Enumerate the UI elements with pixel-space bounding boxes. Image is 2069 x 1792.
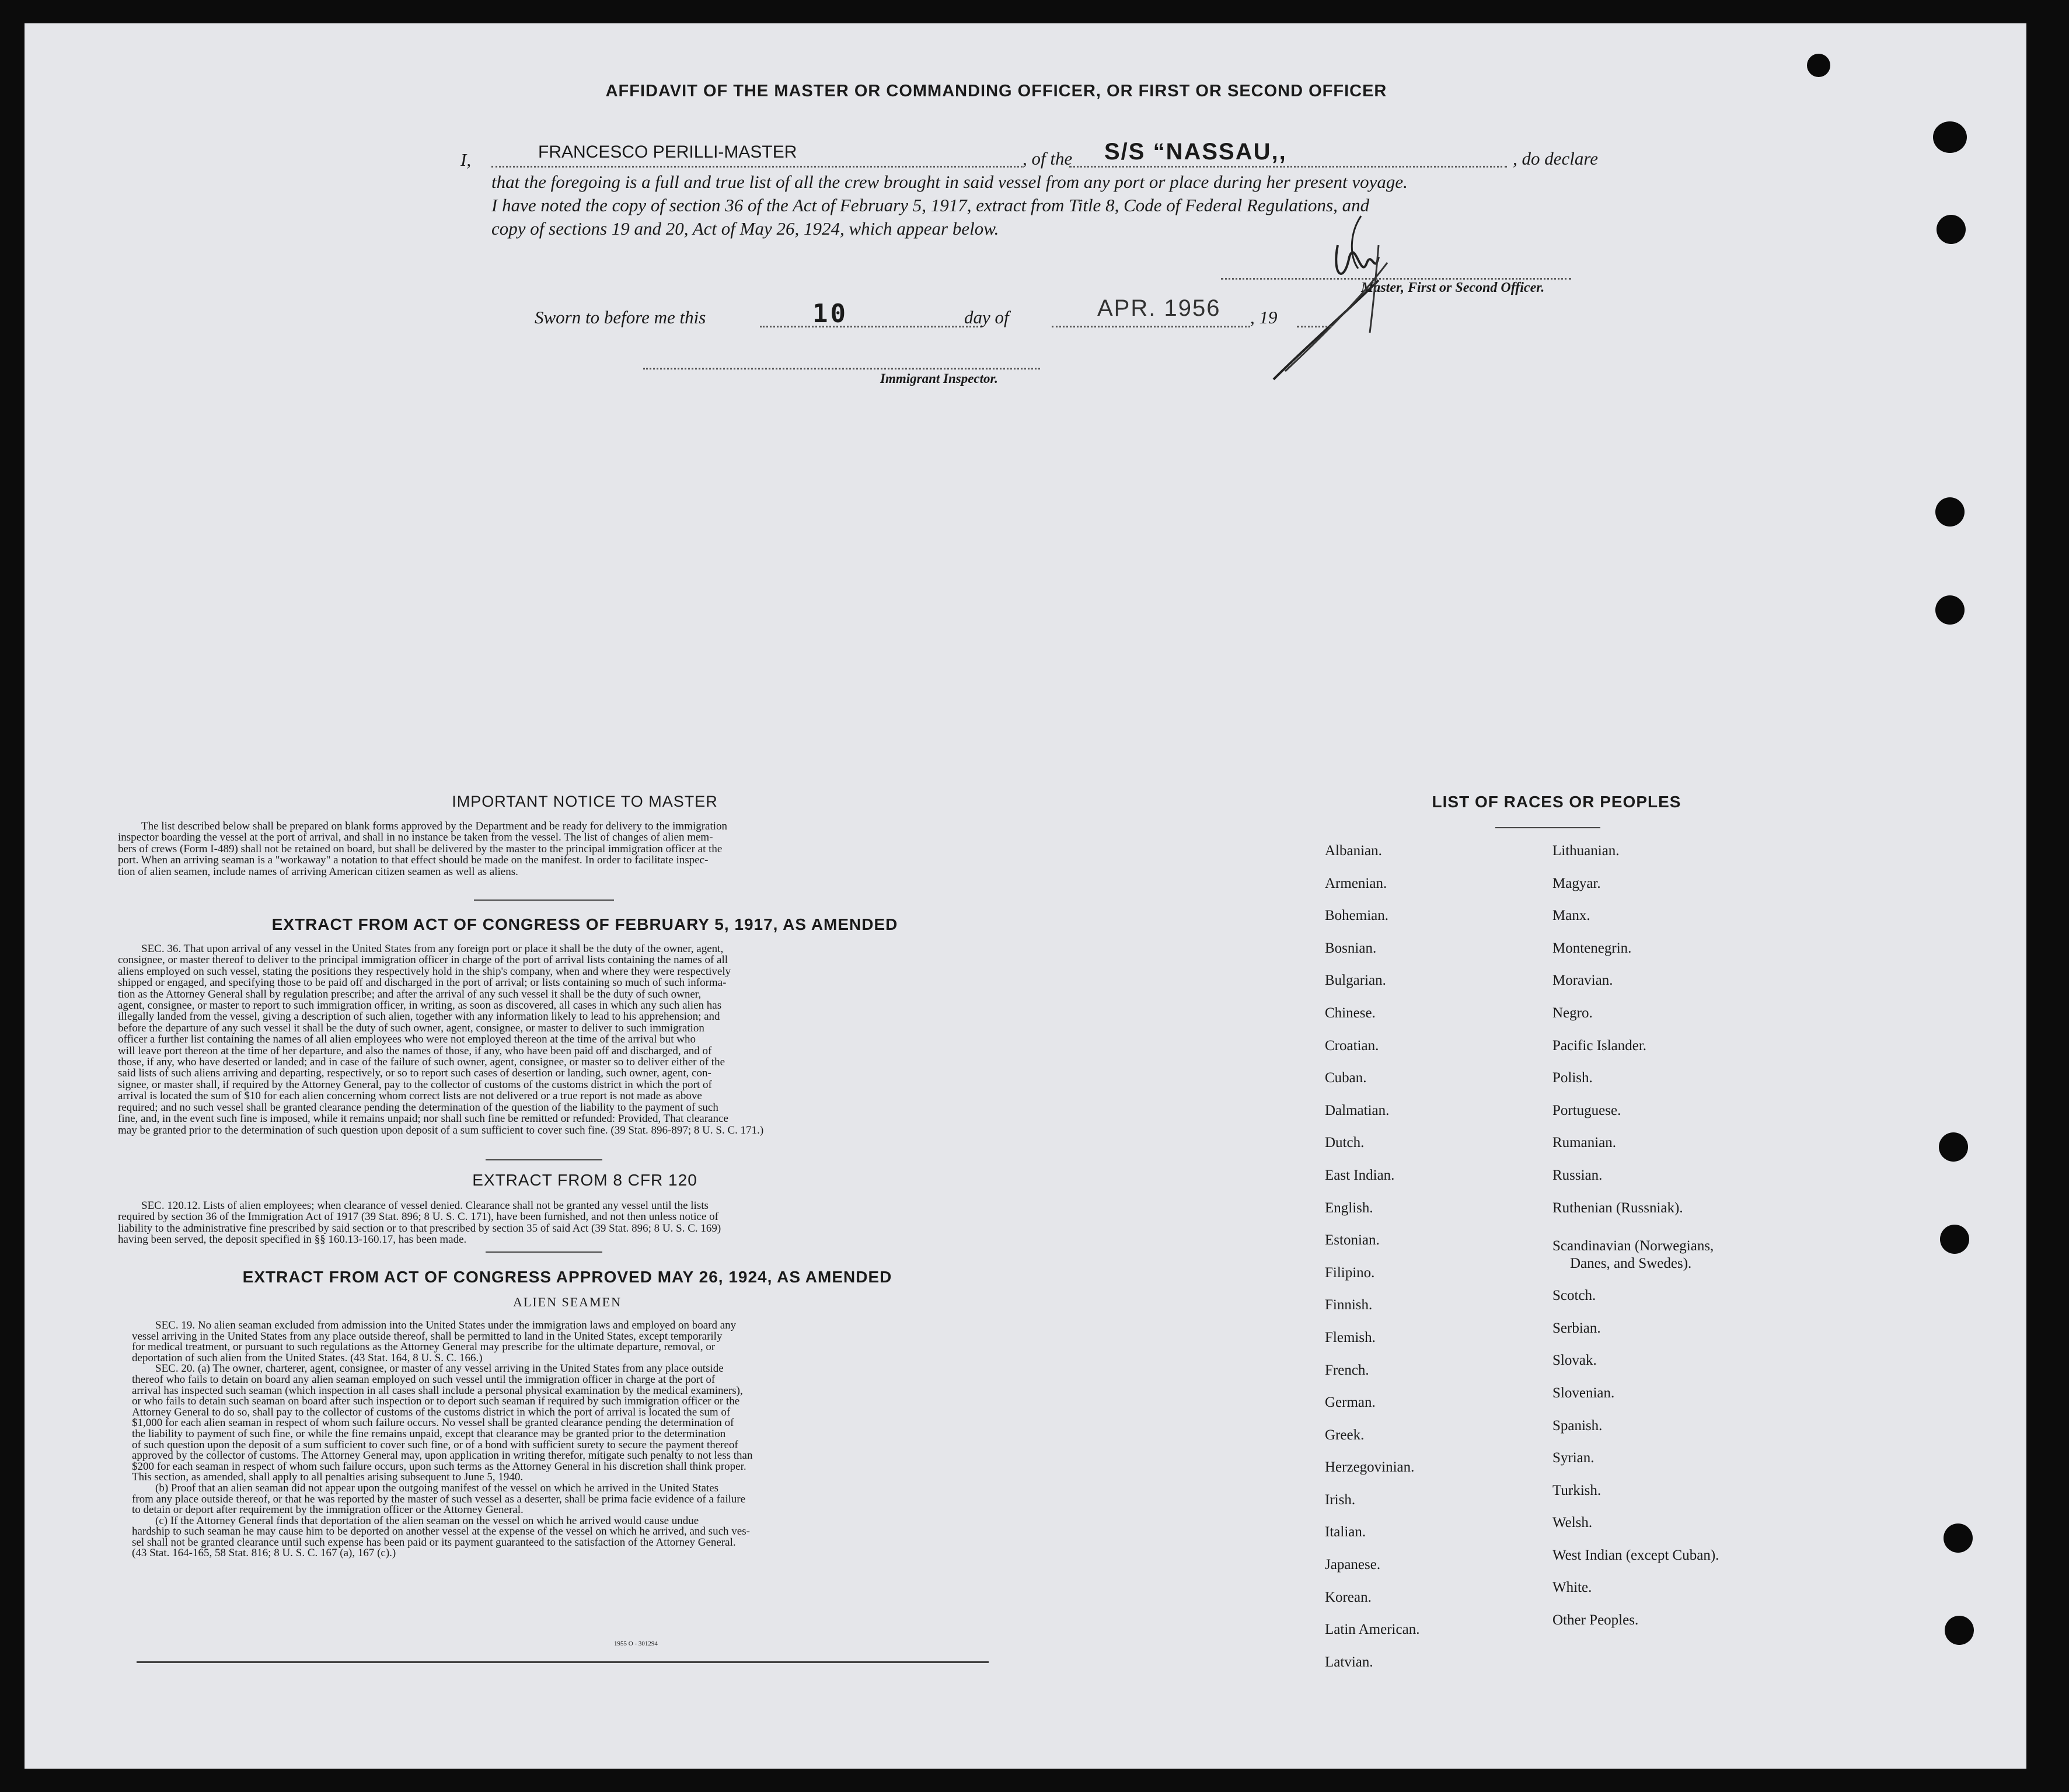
cfr-text: SEC. 120.12. Lists of alien employees; when clearance of vessel denied. Clearance shall not be granted any vessel until the lists required by section 36 of the Immigration Act of 1917 (39 Stat. 896; 8 U. S. C. 171), have been furnished, and not then unless notice of liability to the administrative fine prescribed by said section or to that prescribed by section 35 of said Act (39 Stat. 896; 8 U. S. C. 169) having been served, the deposit specified in §§ 160.13-160.17, has been made.	[118, 1200, 721, 1246]
race-item: Portuguese.	[1552, 1102, 1621, 1118]
vessel-name: S/S “NASSAU,,	[1104, 139, 1287, 165]
race-item: Moravian.	[1552, 972, 1613, 989]
extract-1917-text: SEC. 36. That upon arrival of any vessel in the United States from any foreign port or place it shall be the duty of the owner, agent, consignee, or master thereof to deliver to the principal immigration officer in charge of the port of arrival lists containing the names of all aliens employed on such vessel, stating the positions they respectively hold in the ship's company, when and where they were respectively shipped or engaged, and specifying those to be paid off and discharged in the port of arrival; or lists containing so much of such informa- tion as the Attorney General shall by regulation prescribe; and after the arrival of any such vessel it shall be the duty of such owner, agent, consignee, or master to report to such immigration officer, in writing, as soon as discovered, all cases in which any such alien has illegally landed from the vessel, giving a description of such alien, together with any information likely to lead to his apprehension; and before the departure of any such vessel it shall be the duty of such owner, agent, consignee, or master to deliver to such immigration officer a further list containing the names of all alien employees who were not employed thereon at the time of the arrival but who will leave port thereon at the time of her departure, and also the names of those, if any, who have been paid off and discharged, and of those, if any, who have deserted or landed; and in case of the failure of such owner, agent, consignee, or master so to deliver either of the said lists of such aliens arriving and departing, respectively, or so to report such cases of desertion or landing, such owner, agent, con- signee, or master shall, if required by the Attorney General, pay to the collector of customs of the customs district in which the port of arrival is located the sum of $10 for each alien concerning whom correct lists are not delivered or a true report is not made as above required; and no such vessel shall be granted clearance pending the determination of the question of the liability to the payment of such fine, and, in the event such fine is imposed, while it remains unpaid; nor shall such fine be remitted or refunded: Provided, That clearance may be granted prior to the determination of such question upon deposit of a sum sufficient to cover such fine. (39 Stat. 896-897; 8 U. S. C. 171.)	[118, 943, 764, 1136]
officer-signature	[1262, 210, 1402, 385]
race-item: Manx.	[1552, 908, 1590, 924]
sworn-month-line	[1052, 326, 1250, 327]
divider	[486, 1251, 602, 1253]
declaration-line: I have noted the copy of section 36 of the Act of February 5, 1917, extract from Title 8, Code of Federal Regulations, and	[491, 195, 1370, 215]
punch-hole	[1939, 1132, 1968, 1162]
race-item: East Indian.	[1325, 1167, 1395, 1183]
race-item: Bohemian.	[1325, 908, 1389, 924]
do-declare-label: , do declare	[1513, 148, 1599, 169]
race-item: Serbian.	[1552, 1320, 1601, 1336]
affidavit-title: AFFIDAVIT OF THE MASTER OR COMMANDING OFFICER, OR FIRST OR SECOND OFFICER	[605, 82, 1387, 100]
divider	[486, 1159, 602, 1160]
race-item: White.	[1552, 1580, 1592, 1596]
officer-label: Master, First or Second Officer.	[1361, 280, 1545, 295]
declarant-line	[491, 166, 1023, 168]
punch-hole	[1940, 1225, 1969, 1254]
race-item: German.	[1325, 1394, 1376, 1411]
race-item: Slovenian.	[1552, 1385, 1615, 1401]
race-item: Cuban.	[1325, 1070, 1367, 1086]
of-the-label: , of the	[1023, 148, 1073, 169]
punch-hole	[1935, 595, 1965, 625]
alien-seamen-subtitle: ALIEN SEAMEN	[513, 1295, 622, 1309]
punch-hole	[1807, 54, 1830, 77]
vessel-line	[1069, 166, 1507, 168]
race-item: Spanish.	[1552, 1417, 1603, 1434]
race-item: Croatian.	[1325, 1037, 1379, 1054]
extract-1924-title: EXTRACT FROM ACT OF CONGRESS APPROVED MAY 26, 1924, AS AMENDED	[242, 1268, 892, 1286]
race-item: Bosnian.	[1325, 940, 1377, 956]
races-right-column	[1552, 843, 1719, 1645]
race-item: Albanian.	[1325, 843, 1382, 859]
race-item: Turkish.	[1552, 1482, 1602, 1498]
punch-hole	[1935, 497, 1965, 527]
race-item: Greek.	[1325, 1427, 1365, 1443]
race-item: Scandinavian (Norwegians,	[1552, 1238, 1714, 1254]
race-item: Magyar.	[1552, 875, 1601, 891]
divider	[1495, 827, 1600, 828]
year-line	[1297, 326, 1332, 327]
inspector-signature-line	[643, 368, 1040, 369]
race-item: English.	[1325, 1200, 1373, 1216]
race-item: Italian.	[1325, 1524, 1366, 1540]
race-item: Herzegovinian.	[1325, 1459, 1415, 1476]
i-label: I,	[460, 149, 472, 170]
notice-text: The list described below shall be prepared on blank forms approved by the Department and be ready for delivery to the immigration inspector boarding the vessel at the port of arrival, and shall in no instance be taken from the vessel. The list of changes of alien mem- bers of crews (Form I-489) shall not be retained on board, but shall be delivered by the master to the principal immigration officer at the port. When an arriving seaman is a "workaway" a notation to that effect should be made on the manifest. In order to facilitate inspec- tion of alien seamen, include names of arriving American citizen seamen as well as aliens.	[118, 820, 728, 878]
race-item: Dutch.	[1325, 1135, 1365, 1151]
race-item: Chinese.	[1325, 1005, 1376, 1021]
print-code: 1955 O - 301294	[614, 1640, 658, 1647]
race-item: Montenegrin.	[1552, 940, 1632, 956]
punch-hole	[1944, 1523, 1973, 1553]
inspector-label: Immigrant Inspector.	[880, 371, 998, 386]
race-item: Estonian.	[1325, 1232, 1380, 1249]
race-item: Ruthenian (Russniak).	[1552, 1200, 1683, 1216]
races-left-column	[1325, 843, 1419, 1686]
race-item: Bulgarian.	[1325, 972, 1386, 989]
extract-1917-title: EXTRACT FROM ACT OF CONGRESS OF FEBRUARY 5, 1917, AS AMENDED	[271, 915, 898, 933]
race-item: Welsh.	[1552, 1515, 1593, 1531]
sworn-day-line	[760, 326, 982, 327]
race-item: Armenian.	[1325, 875, 1387, 891]
race-item: Other Peoples.	[1552, 1612, 1639, 1629]
race-item: Latvian.	[1325, 1654, 1373, 1670]
race-item: Korean.	[1325, 1589, 1372, 1605]
punch-hole	[1937, 215, 1966, 244]
declaration-line: copy of sections 19 and 20, Act of May 26, 1924, which appear below.	[491, 218, 999, 239]
divider	[474, 900, 614, 901]
extract-1924-text: SEC. 19. No alien seaman excluded from admission into the United States under the immigration laws and employed on board any vessel arriving in the United States from any place outside thereof, shall be permitted to land in the United States, except temporarily for medical treatment, or pursuant to such regulations as the Attorney General may prescribe for the ultimate departure, removal, or deportation of such alien from the United States. (43 Stat. 164, 8 U. S. C. 166.) SEC. 20. (a) The owner, charterer, agent, consignee, or master of any vessel arriving in the United States from any place outside thereof who fails to detain on board any alien seaman employed on such vessel until the immigration officer in charge at the port of arrival has inspected such seaman (which inspection in all cases shall include a personal physical examination by the medical examiners), or who fails to detain such seaman on board after such inspection or to deport such seaman if required by such immigration officer or the Attorney General to do so, shall pay to the collector of customs of the customs district in which the port of arrival is located the sum of $1,000 for each alien seaman in respect of whom such failure occurs. No vessel shall be granted clearance pending the determination of the liability to payment of such fine, or while the fine remains unpaid, except that clearance may be granted prior to the determination of such question upon the deposit of a sum sufficient to cover such fine, or of a bond with sufficient surety to secure the payment thereof approved by the collector of customs. The Attorney General may, upon application in writing therefor, mitigate such penalty to not less than $200 for each seaman in respect of whom such failure occurs, upon such terms as the Attorney General in his discretion shall think proper. This section, as amended, shall apply to all penalties arising subsequent to June 5, 1940. (b) Proof that an alien seaman did not appear upon the outgoing manifest of the vessel on which he arrived in the United States from any place outside thereof, or that he was reported by the master of such vessel as a deserter, shall be prima facie evidence of a failure to detain or deport after requirement by the immigration officer or the Attorney General. (c) If the Attorney General finds that deportation of the alien seaman on the vessel on which he arrived would cause undue hardship to such seaman he may cause him to be deported on another vessel at the expense of the vessel on which he arrived, and such ves- sel shall not be granted clearance until such expense has been paid or its payment guaranteed to the satisfaction of the Attorney General. (43 Stat. 164-165, 58 Stat. 816; 8 U. S. C. 167 (a), 167 (c).)	[132, 1319, 753, 1560]
race-item: Finnish.	[1325, 1297, 1373, 1313]
race-item: Filipino.	[1325, 1264, 1375, 1281]
punch-hole	[1945, 1616, 1974, 1645]
race-item: Scotch.	[1552, 1288, 1596, 1304]
race-item: Negro.	[1552, 1005, 1593, 1021]
race-item: French.	[1325, 1362, 1369, 1378]
sworn-month: APR. 1956	[1097, 295, 1221, 321]
race-item: Syrian.	[1552, 1450, 1595, 1466]
race-item: Latin American.	[1325, 1622, 1420, 1638]
race-item: West Indian (except Cuban).	[1552, 1547, 1719, 1563]
race-item: Irish.	[1325, 1491, 1356, 1508]
race-item: Slovak.	[1552, 1352, 1597, 1369]
year-prefix: , 19	[1250, 307, 1278, 327]
race-item: Flemish.	[1325, 1329, 1376, 1345]
day-of-label: day of	[964, 307, 1009, 327]
race-item: Polish.	[1552, 1070, 1593, 1086]
punch-hole	[1933, 121, 1967, 153]
race-item: Danes, and Swedes).	[1570, 1256, 1692, 1272]
race-item: Pacific Islander.	[1552, 1037, 1647, 1054]
sworn-day: 10	[812, 299, 848, 329]
notice-title: IMPORTANT NOTICE TO MASTER	[452, 793, 718, 810]
document-sheet	[25, 23, 2026, 1769]
sworn-label: Sworn to before me this	[535, 307, 706, 327]
bottom-rule	[137, 1661, 989, 1663]
race-item: Lithuanian.	[1552, 843, 1620, 859]
declaration-line: that the foregoing is a full and true list of all the crew brought in said vessel from any port or place during her present voyage.	[491, 172, 1408, 192]
race-item: Rumanian.	[1552, 1135, 1617, 1151]
declarant-name: FRANCESCO PERILLI-MASTER	[538, 142, 797, 162]
race-item: Dalmatian.	[1325, 1102, 1390, 1118]
cfr-title: EXTRACT FROM 8 CFR 120	[472, 1171, 697, 1189]
race-item: Russian.	[1552, 1167, 1603, 1183]
races-title: LIST OF RACES OR PEOPLES	[1432, 793, 1681, 811]
race-item: Japanese.	[1325, 1557, 1381, 1573]
